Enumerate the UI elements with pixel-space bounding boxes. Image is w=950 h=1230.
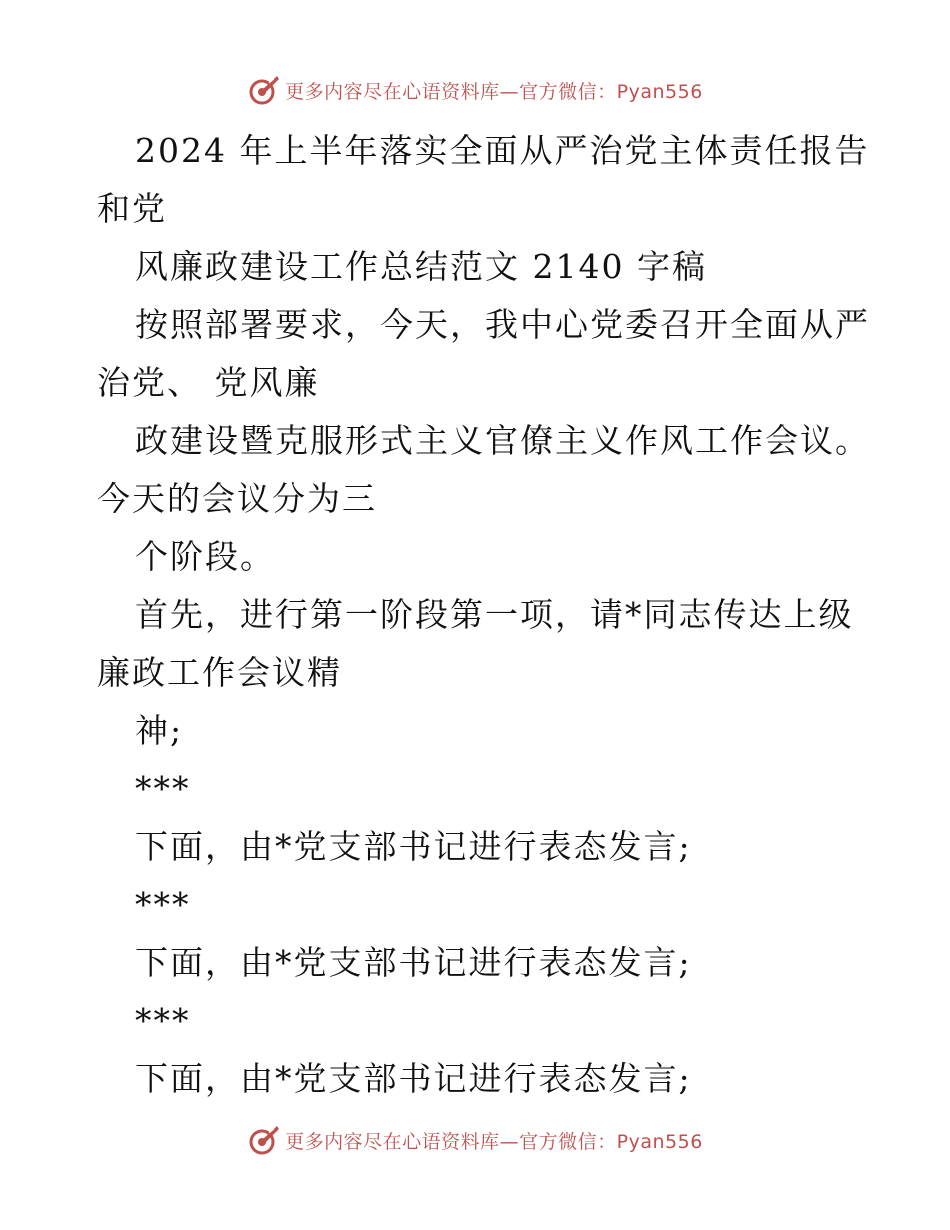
document-line: 和党 (97, 189, 167, 228)
document-line: 廉政工作会议精 (97, 653, 342, 692)
document-line: *** (135, 769, 191, 808)
document-line: 按照部署要求，今天，我中心党委召开全面从严 (135, 305, 870, 344)
document-line: 下面，由*党支部书记进行表态发言; (135, 827, 692, 866)
header-banner-text: 更多内容尽在心语资料库—官方微信：Pyan556 (285, 80, 703, 103)
document-line: 风廉政建设工作总结范文 2140 字稿 (135, 247, 707, 286)
document-line: 下面，由*党支部书记进行表态发言; (135, 943, 692, 982)
document-line: 治党、 党风廉 (97, 363, 320, 402)
document-body (97, 122, 870, 1108)
document-line: *** (135, 885, 191, 924)
document-line: 个阶段。 (135, 537, 275, 576)
document-line: 神; (135, 711, 184, 750)
document-line: *** (135, 1001, 191, 1040)
document-line: 今天的会议分为三 (97, 479, 377, 518)
document-line: 政建设暨克服形式主义官僚主义作风工作会议。 (135, 421, 870, 460)
feather-pen-circle-icon (247, 1123, 281, 1157)
footer-banner-text: 更多内容尽在心语资料库—官方微信：Pyan556 (285, 1130, 703, 1153)
header-banner (0, 70, 950, 110)
document-line: 下面，由*党支部书记进行表态发言; (135, 1059, 692, 1098)
footer-banner (0, 1120, 950, 1160)
document-line: 2024 年上半年落实全面从严治党主体责任报告 (135, 131, 870, 170)
document-line: 首先，进行第一阶段第一项，请*同志传达上级 (135, 595, 854, 634)
feather-pen-circle-icon (247, 73, 281, 107)
